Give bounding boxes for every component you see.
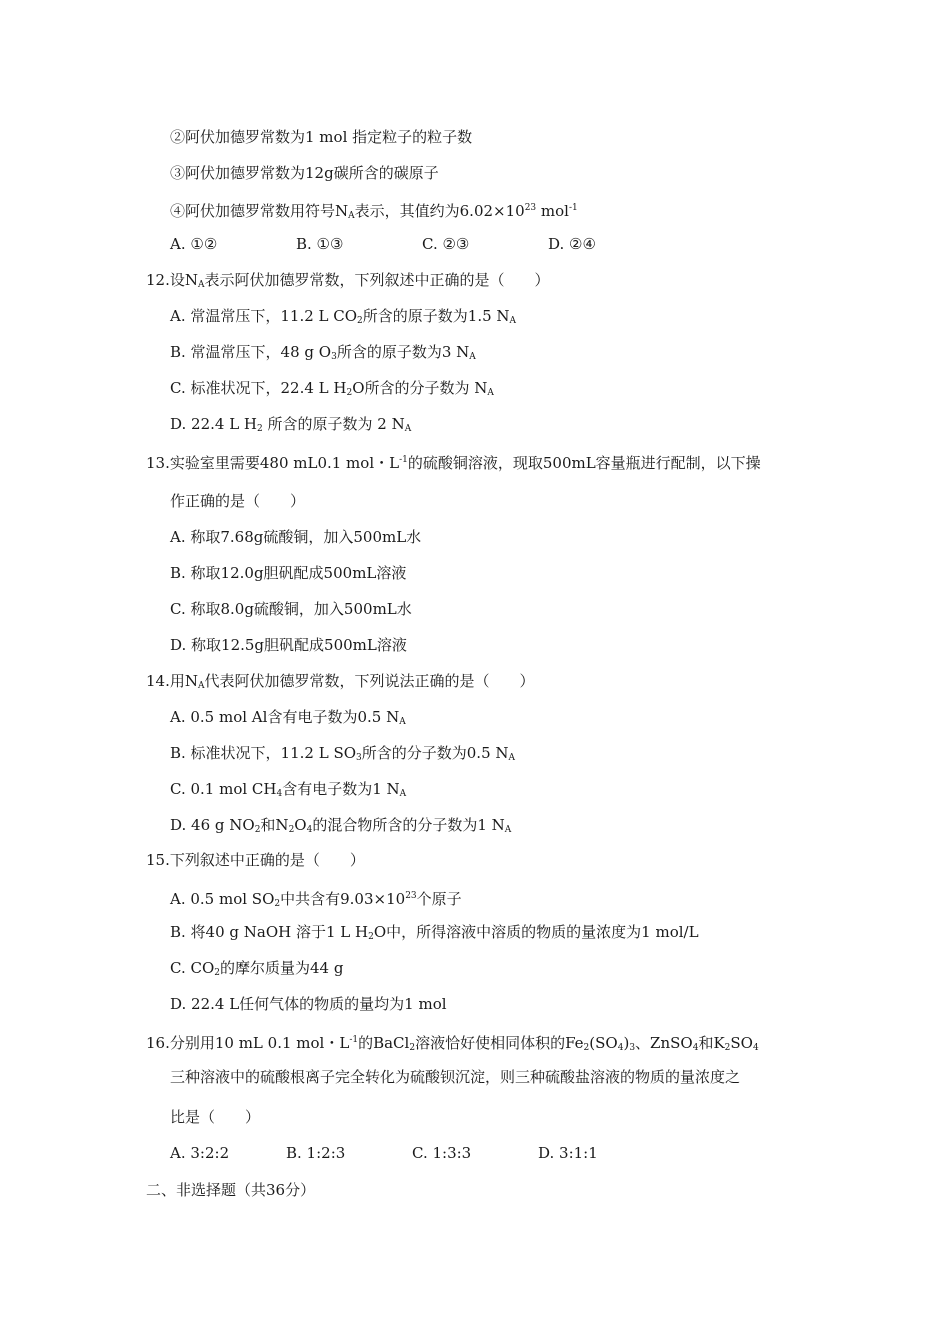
q15-stem: 15.下列叙述中正确的是（ ） (146, 851, 365, 869)
q14-option-b: B. 标准状况下，11.2 L $SO_3$所含的分子数为0.5 $N_A$ (170, 744, 516, 763)
q16-option-a: A. 3:2:2 (170, 1144, 230, 1162)
q14-stem: 14.用$N_A$代表阿伏加德罗常数，下列说法正确的是（ ） (146, 672, 535, 691)
q12-stem: 12.设$N_A$表示阿伏加德罗常数，下列叙述中正确的是（ ） (146, 271, 550, 290)
q16-options (170, 1143, 598, 1163)
q11-options (170, 234, 596, 254)
q12-option-c: C. 标准状况下，22.4 L $H_2O$所含的分子数为 $N_A$ (170, 379, 494, 398)
statement-3: ③阿伏加德罗常数为12g碳所含的碳原子 (170, 164, 439, 182)
q12-option-a: A. 常温常压下，11.2 L $CO_2$所含的原子数为1.5 $N_A$ (170, 307, 517, 326)
statement-2: ②阿伏加德罗常数为1 mol 指定粒子的粒子数 (170, 128, 473, 146)
q13-stem: 13.实验室里需要480 mL0.1 mol・$L^{-1}$的硫酸铜溶液，现取500mL容量瓶进行配制，以下操 (146, 454, 761, 472)
q11-option-c: C. ②③ (422, 235, 470, 253)
q13-option-a: A. 称取7.68g硫酸铜，加入500mL水 (170, 528, 422, 546)
q16-option-d: D. 3:1:1 (538, 1144, 598, 1162)
q12-option-d: D. 22.4 L $H_2$ 所含的原子数为 2 $N_A$ (170, 415, 412, 434)
q14-option-a: A. 0.5 mol Al含有电子数为0.5 $N_A$ (170, 708, 406, 727)
q13-stem-cont: 作正确的是（ ） (170, 492, 306, 510)
q11-option-a: A. ①② (170, 235, 218, 253)
q16-stem: 16.分别用10 mL 0.1 mol・$L^{-1}$的BaCl$_2$溶液恰好使相同体积的$Fe_2(SO_4)_3$、ZnSO$_4$和$K_2SO_4$ (146, 1034, 759, 1053)
q14-option-d: D. 46 g $NO_2$和$N_2O_4$的混合物所含的分子数为1 $N_A$ (170, 816, 512, 835)
q15-option-d: D. 22.4 L任何气体的物质的量均为1 mol (170, 995, 447, 1013)
q16-option-c: C. 1:3:3 (412, 1144, 472, 1162)
q15-option-b: B. 将40 g NaOH 溶于1 L $H_2O$中，所得溶液中溶质的物质的量浓度为1 mol/L (170, 923, 699, 942)
q15-option-c: C. $CO_2$的摩尔质量为44 g (170, 959, 344, 978)
section-2-heading: 二、非选择题（共36分） (146, 1181, 316, 1199)
q16-stem-line3: 比是（ ） (170, 1108, 261, 1126)
q12-option-b: B. 常温常压下，48 g $O_3$所含的原子数为3 $N_A$ (170, 343, 476, 362)
statement-4: ④阿伏加德罗常数用符号$N_A$表示，其值约为$6.02\times 10^{23}$ mol$^{-1}$ (170, 202, 578, 221)
q13-option-d: D. 称取12.5g胆矾配成500mL溶液 (170, 636, 407, 654)
q13-option-c: C. 称取8.0g硫酸铜，加入500mL水 (170, 600, 412, 618)
q11-option-d: D. ②④ (548, 235, 596, 253)
q15-option-a: A. 0.5 mol $SO_2$中共含有$9.03\times 10^{23}$个原子 (170, 890, 462, 909)
q16-option-b: B. 1:2:3 (286, 1144, 346, 1162)
q16-stem-line2: 三种溶液中的硫酸根离子完全转化为硫酸钡沉淀，则三种硫酸盐溶液的物质的量浓度之 (170, 1068, 741, 1086)
q11-option-b: B. ①③ (296, 235, 344, 253)
q14-option-c: C. 0.1 mol $CH_4$含有电子数为1 $N_A$ (170, 780, 407, 799)
q13-option-b: B. 称取12.0g胆矾配成500mL溶液 (170, 564, 407, 582)
